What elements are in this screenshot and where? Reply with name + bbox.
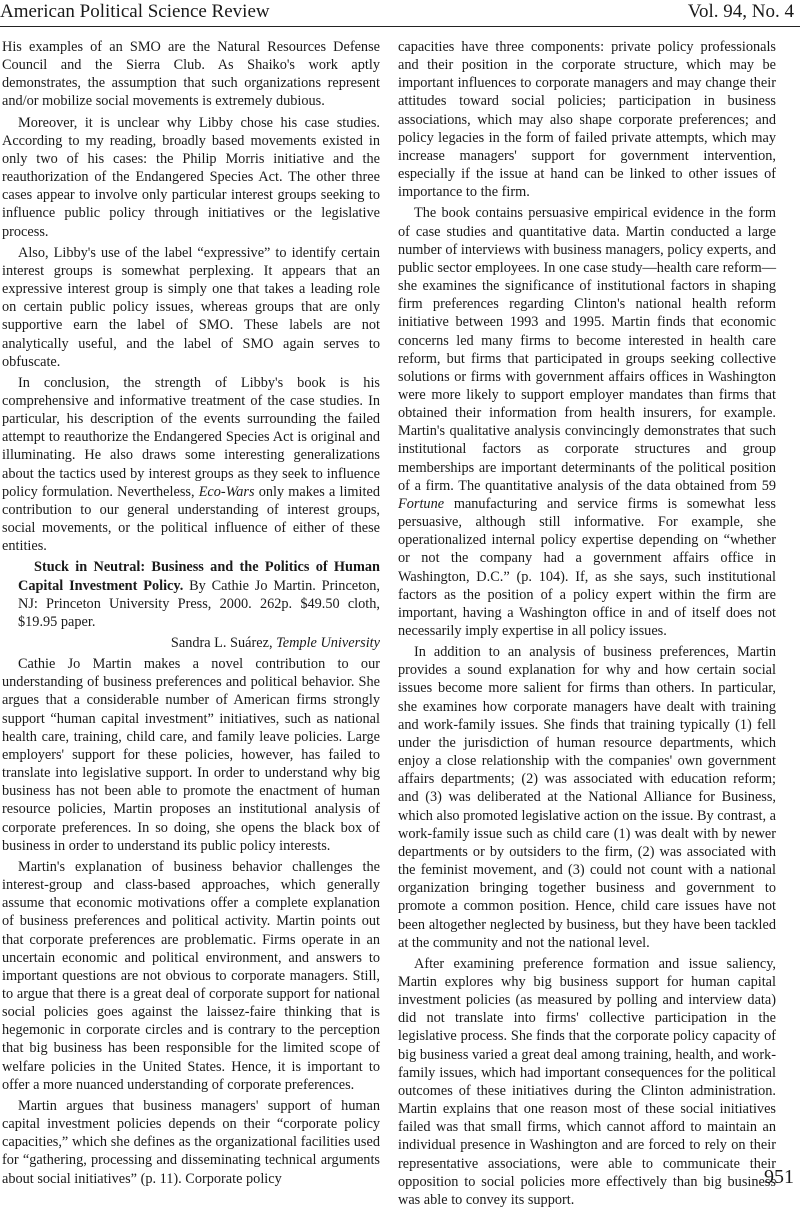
review-citation: By Cathie Jo Martin. Princeton, NJ: Princeton University Press, 2000. 262p. $49.50 cloth, $19.95 paper. [18,577,380,630]
reviewer-affiliation: Temple University [276,635,380,651]
paragraph [2,374,380,556]
paragraph: Martin's explanation of business behavior challenges the interest-group and class-based approaches, which generally assume that economic motivations offer a complete explanation of business preferences and political activity. Martin points out that corporate preferences are problematic. Firms operate in an uncertain economic and political environment, and answers to important questions are not obvious to corporate managers. Still, to argue that there is a great deal of corporate support for national social policies goes against the laissez-faire thinking that is hegemonic in corporate circles and is contrary to the perception that big business has been responsible for the limited scope of welfare policies in the United States. Hence, it is important to offer a more nuanced understanding of corporate preferences. [2,858,380,1093]
reviewer-name: Sandra L. Suárez, [170,635,277,651]
magazine-name-italic: Fortune [398,495,445,512]
paragraph: Also, Libby's use of the label “expressive” to identify certain interest groups is somewhat perplexing. It appears that an expressive interest group is simply one that takes a leading role on certain public policy issues, whereas groups that are only supportive earn the label of SMO. These labels are not analytically useful, and the label of SMO again serves to obfuscate. [2,244,380,370]
text-run: manufacturing and service firms is somewhat less persuasive, although still informative. For example, she operationalized internal policy expertise depending on “whether or not the company had a government affairs office in Washington, D.C.” (p. 104). If, as she says, such institutional factors as the position of a policy expert within the firm are important, having a Washington office in and of itself does not necessarily imply expertise in all policy issues. [398,495,776,639]
running-header [0,0,800,27]
text-run: In conclusion, the strength of Libby's book is his comprehensive and informative treatment of the case studies. In particular, his description of the events surrounding the failed attempt to reauthorize the Endangered Species Act is original and illuminating. He also draws some interesting generalizations about the tactics used by interest groups as they seek to influence policy formulation. Nevertheless, [2,374,380,500]
journal-title: American Political Science Review [0,1,270,22]
review-book-title: Stuck in Neutral: Business and the Politics of Human Capital Investment Policy. [18,559,380,594]
reviewer-byline [2,634,380,652]
paragraph: Moreover, it is unclear why Libby chose his case studies. According to my reading, broadly based movements existed in only two of his cases: the Philip Morris initiative and the reauthorization of the Endangered Species Act. The other three cases appear to involve only particular interest groups seeking to influence public policy through initiatives or the legislative process. [2,114,380,240]
right-column [398,38,776,1209]
paragraph: His examples of an SMO are the Natural Resources Defense Council and the Sierra Club. As Shaiko's work aptly demonstrates, the assumption that such organizations represent and/or mobilize social movements is extremely dubious. [2,39,380,110]
paragraph: After examining preference formation and issue saliency, Martin explores why big business support for human capital investment policies (as measured by polling and interview data) did not translate into firms' collective participation in the legislative process. She finds that the corporate policy capacity of big business varied a great deal among training, health, and work-family issues, which had important consequences for the political outcomes of these initiatives during the Clinton administration. Martin explains that one reason most of these social initiatives failed was that small firms, which cannot afford to maintain an individual presence in Washington and are forced to rely on their representative associations, were able to communicate their opposition to social policies more effectively than big business was able to convey its support. [398,955,776,1208]
paragraph: Martin argues that business managers' support of human capital investment policies depends on their “corporate policy capacities,” which she defines as the organizational facilities used for “gathering, processing and disseminating technical arguments about social initiatives” (p. 11). Corporate policy [2,1097,380,1187]
left-column [2,38,380,1188]
page-number: 951 [764,1166,794,1188]
text-run: The book contains persuasive empirical evidence in the form of case studies and quantitative data. Martin conducted a large number of interviews with business managers, policy experts, and public sector employees. In one case study—health care reform—she examines the significance of institutional factors in shaping firm preferences regarding Clinton's national health reform initiative between 1993 and 1995. Martin finds that economic concerns led many firms to become interested in health care reform, but firms that participated in groups seeking collective solutions or firms with government affairs offices in Washington were more likely to support employer mandates than firms that obtained their information from health insurers, for example. Martin's qualitative analysis convincingly demonstrates that such institutional factors as corporate structures and group memberships are important determinants of the political position of a firm. The quantitative analysis of the data obtained from 59 [398,205,776,494]
paragraph: capacities have three components: private policy professionals and their position in the corporate structure, which may be important influences to corporate managers and may change their attitudes toward social policies; participation in business associations, which may also shape corporate preferences; and policy legacies in the form of failed private attempts, which may increase managers' support for government intervention, especially if the issue at hand can be linked to other issues of importance to the firm. [398,39,776,201]
volume-issue: Vol. 94, No. 4 [687,1,794,22]
paragraph: Cathie Jo Martin makes a novel contribution to our understanding of business preferences and political behavior. She argues that a considerable number of American firms strongly support “human capital investment” initiatives, such as national health care, training, child care, and family leave policies. Large employers' support for these policies, however, has failed to translate into legislative support. In order to understand why big business has not been able to promote the enactment of human resource policies, Martin proposes an institutional analysis of corporate preferences. In so doing, she opens the black box of business in order to understand its public policy interests. [2,656,380,854]
paragraph: In addition to an analysis of business preferences, Martin provides a sound explanation for why and how certain social issues become more salient for firms than others. In particular, she examines how corporate managers have dealt with training and work-family issues. She finds that training typically (1) fell under the jurisdiction of human resource departments, which enjoy a close relationship with the companies' own government affairs departments; (2) was associated with education reform; and (3) was deliberated at the National Alliance for Business, which also promoted legislative action on the issue. By contrast, a work-family issue such as child care (1) was dealt with by newer departments or by outsiders to the firm, (2) was associated with the feminist movement, and (3) could not count with a national organization bringing together business and government to promote a common position. Hence, child care issues have not been altogether neglected by business, but they have been tackled at the community and not the national level. [398,644,776,951]
paragraph [398,204,776,640]
review-heading [2,558,380,631]
text-run: only makes a limited contribution to our general understanding of interest groups, social movements, or the political influence of either of these entities. [2,483,380,555]
book-title-italic: Eco-Wars [198,483,255,500]
